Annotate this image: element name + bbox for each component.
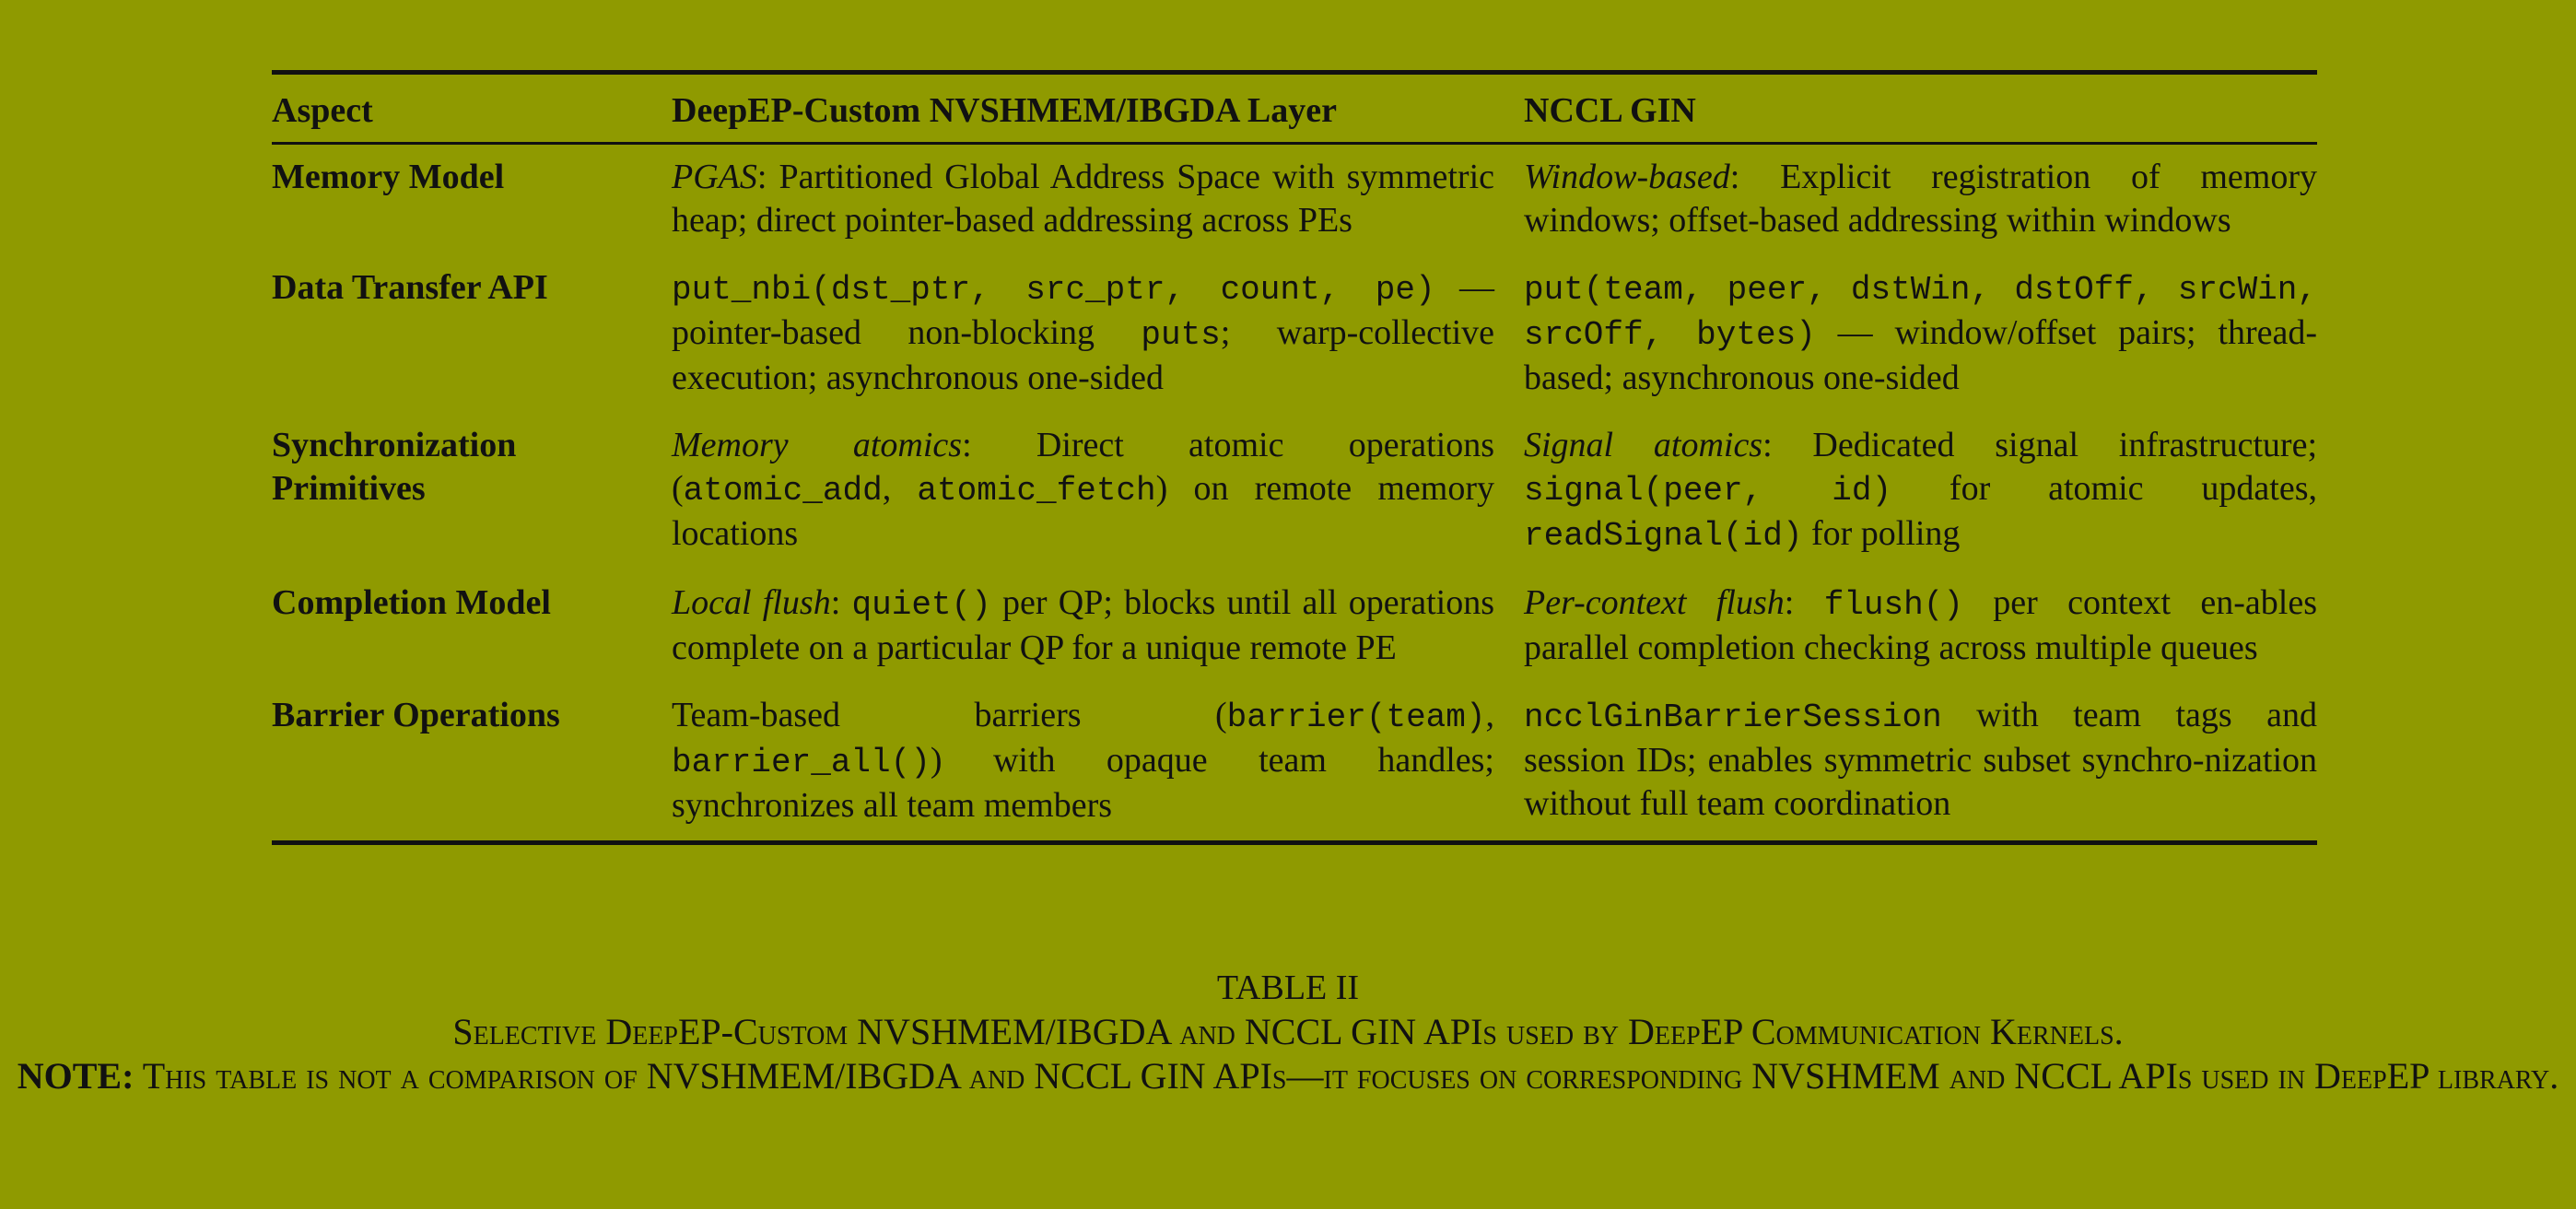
- table-body: [272, 144, 2317, 843]
- cell-segment: ncclGinBarrierSession: [1524, 698, 1942, 736]
- cell-segment: barrier(team): [1226, 698, 1486, 736]
- header-nvshmem: DeepEP-Custom NVSHMEM/IBGDA Layer: [672, 91, 1337, 130]
- caption-line1: Selective DeepEP-Custom NVSHMEM/IBGDA and NCCL GIN APIs used by DeepEP Communication Kernels.: [452, 1011, 2124, 1052]
- row-aspect: Data Transfer API: [272, 268, 548, 307]
- cell-segment: for atomic updates,: [1891, 469, 2317, 508]
- cell-segment: per context en-ables parallel completion checking across multiple queues: [1524, 583, 2317, 667]
- api-comparison-table: [272, 70, 2317, 845]
- row-nvshmem-cell: [672, 255, 1524, 413]
- caption-note-label: NOTE:: [17, 1055, 135, 1097]
- table-caption: [0, 966, 2576, 1098]
- cell-segment: Per-context flush: [1524, 583, 1785, 622]
- row-aspect: Completion Model: [272, 583, 551, 622]
- cell-segment: — pointer-based non-blocking: [672, 268, 1495, 352]
- cell-segment: quiet(): [851, 586, 991, 624]
- cell-segment: Memory atomics: [672, 426, 963, 464]
- row-gin-cell: [1524, 144, 2317, 256]
- cell-segment: per QP; blocks until all operations complete on a particular QP for a unique remote PE: [672, 583, 1495, 667]
- table-row: [272, 570, 2317, 683]
- cell-segment: Team-based barriers (: [672, 696, 1227, 734]
- row-aspect: Memory Model: [272, 158, 505, 196]
- row-nvshmem-cell: [672, 144, 1524, 256]
- table-row: [272, 255, 2317, 413]
- row-nvshmem-cell: [672, 413, 1524, 570]
- cell-segment: signal(peer, id): [1524, 472, 1892, 510]
- cell-segment: barrier_all(): [672, 744, 931, 781]
- row-nvshmem-cell: [672, 570, 1524, 683]
- cell-segment: flush(): [1823, 586, 1963, 624]
- cell-segment: Signal atomics: [1524, 426, 1763, 464]
- row-gin-cell: [1524, 413, 2317, 570]
- cell-segment: for polling: [1802, 514, 1961, 553]
- cell-segment: ) on remote memory locations: [672, 469, 1494, 553]
- row-aspect: Synchronization Primitives: [272, 426, 517, 508]
- cell-segment: atomic_fetch: [917, 472, 1156, 510]
- cell-segment: : Partitioned Global Address Space with symmetric heap; direct pointer-based addressing across PEs: [672, 158, 1494, 240]
- cell-segment: readSignal(id): [1524, 517, 1803, 555]
- caption-note-text: This table is not a comparison of NVSHMEM/IBGDA and NCCL GIN APIs—it focuses on corresponding NVSHMEM and NCCL APIs used in DeepEP library.: [134, 1055, 2559, 1097]
- cell-segment: ; warp-collective execution; asynchronous one-sided: [672, 313, 1495, 397]
- table-row: [272, 144, 2317, 256]
- cell-segment: :: [830, 583, 852, 622]
- row-aspect: Barrier Operations: [272, 696, 560, 734]
- cell-segment: :: [1784, 583, 1824, 622]
- cell-segment: ,: [882, 469, 918, 508]
- caption-note: [0, 1054, 2576, 1098]
- row-nvshmem-cell: [672, 683, 1524, 843]
- cell-segment: — window/offset pairs; thread-based; asynchronous one-sided: [1524, 313, 2318, 397]
- cell-segment: : Dedicated signal infrastructure;: [1762, 426, 2318, 464]
- row-gin-cell: [1524, 255, 2317, 413]
- caption-label: TABLE II: [1216, 968, 1360, 1007]
- cell-segment: put_nbi(dst_ptr, src_ptr, count, pe): [672, 271, 1435, 309]
- header-nccl-gin: NCCL GIN: [1524, 91, 1696, 130]
- cell-segment: : Explicit registration of memory windows; offset-based addressing within windows: [1524, 158, 2317, 240]
- cell-segment: atomic_add: [683, 472, 883, 510]
- header-aspect: Aspect: [272, 91, 373, 130]
- cell-segment: ,: [1485, 696, 1494, 734]
- cell-segment: PGAS: [672, 158, 757, 196]
- cell-segment: with team tags and session IDs; enables symmetric subset synchro-nization without full team coordination: [1524, 696, 2317, 823]
- cell-segment: : Direct atomic operations (: [672, 426, 1494, 508]
- cell-segment: Window-based: [1524, 158, 1730, 196]
- cell-segment: Local flush: [672, 583, 831, 622]
- row-gin-cell: [1524, 683, 2317, 843]
- table-row: [272, 413, 2317, 570]
- row-gin-cell: [1524, 570, 2317, 683]
- cell-segment: puts: [1141, 316, 1221, 354]
- cell-segment: put(team, peer, dstWin, dstOff, srcWin, srcOff, bytes): [1524, 271, 2317, 354]
- cell-segment: ) with opaque team handles; synchronizes all team members: [672, 741, 1494, 825]
- table-row: [272, 683, 2317, 843]
- table-header-row: [272, 73, 2317, 144]
